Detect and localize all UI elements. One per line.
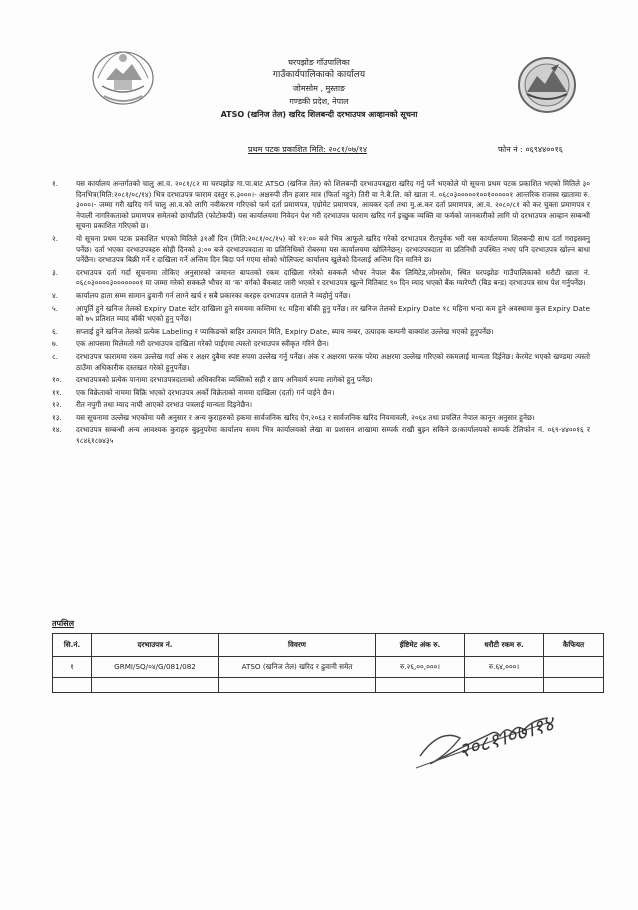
office-name: गाउँकार्यपालिकाको कार्यालय (272, 70, 366, 80)
item-text: दरभाउपत्र दर्ता गर्दा सूचनामा तोकिए अनुसारको जमानत बापतको रकम दाखिला गरेको सक्कलै भौचर नेपाल बैंक लिमिटेड,जोमसोम, स्थित घरपझोङ गाउँपालिकाको धरौटी खाता नं. ०६८०३००००३०००००००१ मा जम्मा गरेको सक्कलै भौचर वा 'क' वर्गको बैंकबाट जारी भएको र दरभाउपत्र खुल्ने मितिबाट ९० दिन म्याद भएको बैंक ग्यारेण्टी (बिड बन्ड) दरभाउपत्र साथ पेश गर्नुपर्नेछ। (76, 267, 590, 288)
publication-date: प्रथम पटक प्रकाशित मिति: २०८१/०७/१४ (248, 145, 368, 154)
phone-number: फोन नं : ०६९४४००१६ (498, 145, 563, 154)
item-number: १४. (52, 425, 62, 435)
item-number: ८. (52, 351, 59, 361)
list-item (52, 304, 590, 325)
item-text: एक आपसमा मिलेमतो गरी दरभाउपत्र दाखिला गरेको पाईएमा त्यस्तो दरभाउपत्र स्वीकृत गरिने छैन। (76, 339, 329, 349)
table-cell: रु.६४,०००। (465, 657, 544, 678)
tender-table (52, 633, 604, 693)
item-number: २. (52, 233, 59, 243)
notice-items (52, 179, 590, 449)
table-row (53, 678, 604, 693)
signature-mark (400, 708, 600, 798)
signature-date: २०८१।०७।१४ (455, 711, 557, 763)
list-item (52, 234, 590, 266)
table-cell: ATSO (खनिज तेल) खरिद र ढुवानी समेत (219, 657, 376, 678)
item-text: रीत नपुगी तथा म्याद नाघी आएको दरभाउ पत्रलाई मान्यता दिइनेछैन। (76, 400, 253, 410)
table-header-row (53, 634, 604, 657)
table-row (53, 657, 604, 678)
table-cell: रु.२६,००,०००। (376, 657, 465, 678)
list-item (52, 327, 590, 338)
item-text: एक विक्रेताको नाममा बिक्रि भएको दरभाउपत्र अर्को विक्रेताको नाममा दाखिला (दर्ता) गर्न पाईने छैन। (76, 387, 335, 397)
column-header: धरौटी रकम रु. (465, 634, 544, 657)
table-cell (544, 657, 604, 678)
list-item (52, 339, 590, 350)
item-text: सप्लाई हुने खनिज तेलको प्रत्येक Labeling र प्याकिङको बाहिर उत्पादन मिति, Expiry Date, ब्याच नम्बर, उत्पादक कम्पनी बाक्यांश उल्लेख भएको हुनुपर्नेछ। (76, 326, 494, 336)
office-location: जोमसोम , मुस्ताङ (292, 84, 346, 93)
item-number: ४. (52, 290, 59, 300)
item-number: ७. (52, 339, 59, 349)
item-number: ११. (52, 387, 62, 397)
list-item (52, 413, 590, 424)
list-item (52, 268, 590, 289)
column-header: कैफियत (544, 634, 604, 657)
item-number: १२. (52, 400, 62, 410)
item-number: १३. (52, 412, 62, 422)
list-item (52, 375, 590, 386)
nepal-government-emblem-icon (88, 44, 158, 108)
column-header: सि.नं. (53, 634, 92, 657)
item-number: ३. (52, 267, 59, 277)
column-header: दरभाउपत्र नं. (92, 634, 219, 657)
item-text: आपूर्ति हुने खनिज तेलको Expiry Date स्टोर दाखिला हुने समयमा कम्तिमा १८ महिना बाँकी हुनु पर्नेछ। तर खनिज तेलको Expiry Date १८ महिना भन्दा कम हुने अवस्थामा कुल Expiry Date को ७५ प्रतिशत म्याद बाँकी भएको हुनु पर्नेछ। (76, 303, 590, 324)
list-item (52, 425, 590, 446)
province-country: गण्डकी प्रदेश, नेपाल (289, 97, 349, 106)
list-item (52, 352, 590, 373)
list-item (52, 388, 590, 399)
table-cell: GRMI/SQ/०४/G/081/082 (92, 657, 219, 678)
item-number: ५. (52, 303, 59, 313)
table-cell: १ (53, 657, 92, 678)
item-text: दरभाउपत्र फाराममा रकम उल्लेख गर्दा अंक र अक्षर दुबैमा स्पष्ट रुपमा उल्लेख गर्नु पर्नेछ। अंक र अक्षरमा फरक परेमा अक्षरमा उल्लेख गरिएको रकमलाई मान्यता दिईनेछ। केरमेट भएको खण्डमा त्यस्तो ठाउँमा अधिकारीक दस्तखत गरेको हुनुपर्नेछ। (76, 351, 590, 372)
notice-title: ATSO (खनिज तेल) खरिद शिलबन्दी दरभाउपत्र आव्हानको सूचना (220, 110, 418, 119)
list-item (52, 291, 590, 302)
item-text: यो सूचना प्रथम पटक प्रकाशित भएको मितिले ३१औं दिन (मिति:२०८१/०८/१५) को १२:०० बजे भित्र आफूले खरिद गरेको दरभाउपत्र रीतपूर्वक भरी यस कार्यालयमा शिलबन्दी साथ दर्ता गराइसक्नु पर्नेछ। दर्ता भएका दरभाउपत्रहरु सोही दिनको ३:०० बजे दरभाउपत्रदाता वा प्रतिनिधिको रोबरुमा यस कार्यालयमा खोलिनेछन्। दरभाउपत्रदाता वा प्रतिनिधी उपस्थित नभए पनि दरभाउपत्र खोल्न बाधा पर्नेछैन। दरभाउपत्र बिक्री गर्ने र दाखिला गर्ने अन्तिम दिन बिदा पर्न गएमा सोको भोलिपल्ट कार्यालय खुलेको दिनलाई अन्तिम दिन मानिने छ। (76, 233, 590, 265)
item-text: कार्यालय हाता सम्म सामान ढुवानी गर्न लाग्ने खर्च र सबै प्रकारका करहरु दरभाउपत्र दाताले नै व्यहोर्नु पर्नेछ। (76, 290, 351, 300)
list-item (52, 179, 590, 232)
item-number: १०. (52, 375, 62, 385)
column-header: ईष्टिमेट अंक रु. (376, 634, 465, 657)
schedule-heading: तपसिल (52, 619, 75, 628)
office-header (160, 56, 478, 121)
item-text: यस कार्यालय अन्तर्गतको चालु आ.व. २०८१/८२ मा घरपझोङ गा.पा.बाट ATSO (खनिज तेल) को शिलबन्दी दरभाउपत्रद्वारा खरिद गर्नु पर्ने भएकोले यो सूचना प्रथम पटक प्रकाशित भएको मितिले ३० दिनभित्र(मिति:२०८१/०८/१४) भित्र दरभाउपत्र फाराम दस्तुर रु.३०००।- अक्षरुपी तीन हजार मात्र (फिर्ता नहुने) तिरी वा ने.बै.लि. को खाता नं. ०६८०३०००००१००१०००००१ आन्तरिक राजस्व खातामा रु. ३०००।- जम्मा गरी खरिद गर्न चालु आ.व.को लागि नवीकरण गरिएको फर्म दर्ता प्रमाणपत्र, एग्रोमेट प्रमाणपत्र, आयकर दर्ता तथा मु.अ.कर दर्ता प्रमाणपत्र, आ.व. २०८०/८१ को कर चुक्ता प्रमाणपत्र र नेपाली नागरिकताको प्रमाणपत्र समेतको छायाँप्रति (फोटोकपी) यस कार्यालयमा निवेदन पेश गरी दरभाउपत्र फाराम खरिद गर्न इच्छुक व्यक्ति वा फर्मको जानकारीको लागि यो दरभाउपत्र आव्हान सम्बन्धी सूचना प्रकाशित गरिएको छ। (76, 179, 590, 231)
item-number: १. (52, 179, 59, 188)
municipality-logo-icon (515, 54, 579, 116)
list-item (52, 400, 590, 411)
municipality-name: घरपझोङ गाँउपालिका (288, 58, 350, 67)
item-number: ६. (52, 326, 59, 336)
item-text: दरभाउपत्रको प्रत्येक पानामा दरभाउपत्रदाताको अधिकारिक व्यक्तिको सही र छाप अनिवार्य रुपमा लागेको हुनु पर्नेछ। (76, 375, 373, 385)
item-text: यस सूचनामा उल्लेख भएकोमा यसै अनुसार र अन्य कुराहरुको हकमा सार्वजनिक खरिद ऐन,२०६३ र सार्वजनिक खरिद नियमावली, २०६४ तथा प्रचलित नेपाल कानून अनुसार हुनेछ। (76, 412, 535, 422)
item-text: दरभाउपत्र सम्बन्धी अन्य आवश्यक कुराहरु बुझ्नुपरेमा कार्यालय समय भित्र कार्यालयको लेखा वा प्रशासन शाखामा सम्पर्क राखी बुझ्न सकिने छ।कार्यालयको सम्पर्क टेलिफोन नं. ०६९-४४००१६ र ९८४६१८७४३५ (76, 425, 590, 446)
column-header: विवरण (219, 634, 376, 657)
